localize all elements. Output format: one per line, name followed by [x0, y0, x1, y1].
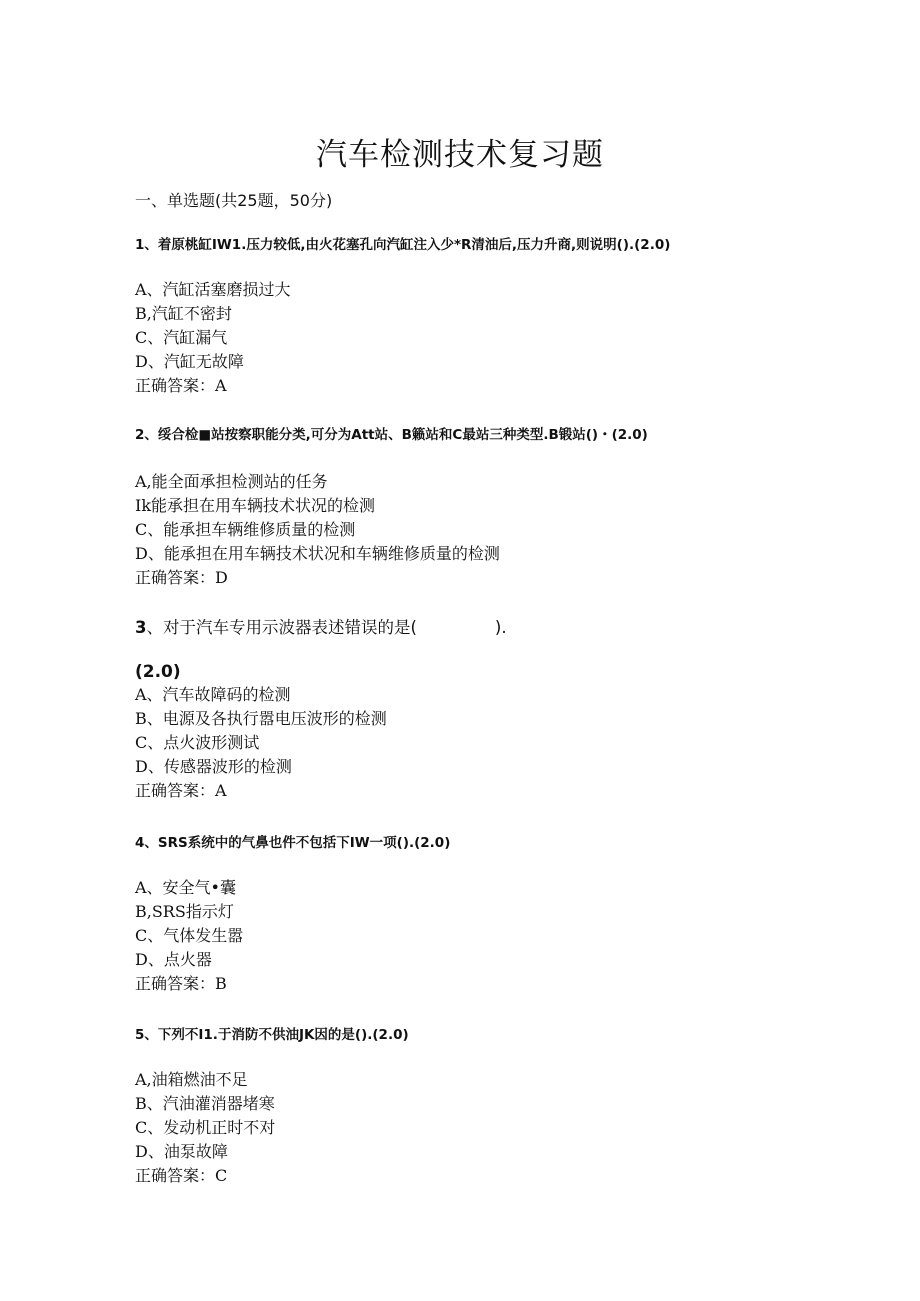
option-a: A、汽缸活塞磨损过大: [135, 280, 291, 299]
question-stem: [135, 618, 835, 638]
option-c: C、汽缸漏气: [135, 328, 228, 347]
option-a: A、安全气•囊: [135, 878, 236, 897]
page-title: 汽车检测技术复习题: [316, 136, 604, 173]
question-stem-text: 、对于汽车专用示波器表述错误的是(: [146, 618, 417, 637]
option-b: B,汽缸不密封: [135, 304, 232, 323]
option-a: A,油箱燃油不足: [135, 1070, 248, 1089]
options-list: [135, 876, 835, 972]
option-c: C、点火波形测试: [135, 733, 260, 752]
option-b: B,SRS指示灯: [135, 902, 234, 921]
question-3: [135, 618, 835, 803]
option-a: A、汽车故障码的检测: [135, 685, 291, 704]
option-d: D、点火器: [135, 950, 212, 969]
correct-answer: 正确答案：A: [135, 781, 227, 800]
correct-answer: 正确答案：C: [135, 1166, 228, 1185]
options-list: [135, 683, 835, 779]
question-4: [135, 833, 835, 996]
option-d: D、汽缸无故障: [135, 352, 244, 371]
option-c: C、发动机正时不对: [135, 1118, 276, 1137]
options-list: [135, 278, 835, 374]
question-score: (2.0): [135, 662, 181, 682]
correct-answer: 正确答案：D: [135, 568, 228, 587]
options-list: [135, 470, 835, 566]
question-5: [135, 1025, 835, 1188]
question-stem-end: ).: [494, 618, 507, 637]
option-c: C、气体发生嚣: [135, 926, 244, 945]
option-d: D、能承担在用车辆技术状况和车辆维修质量的检测: [135, 544, 500, 563]
correct-answer: 正确答案：B: [135, 974, 227, 993]
option-b: B、汽油灌消器堵寒: [135, 1094, 275, 1113]
question-stem: 1、着原桃缸IW1.压力较低,由火花塞孔向汽缸注入少*R清油后,压力升商,则说明().(2.0): [135, 237, 671, 253]
option-a: A,能全面承担检测站的任务: [135, 472, 328, 491]
option-b: B、电源及各执行嚣电压波形的检测: [135, 709, 387, 728]
question-stem: 4、SRS系统中的气鼻也件不包括下IW一项().(2.0): [135, 835, 451, 851]
option-d: D、油泵故障: [135, 1142, 228, 1161]
option-b: Ik能承担在用车辆技术状况的检测: [135, 496, 376, 515]
options-list: [135, 1068, 835, 1164]
question-stem: 2、绥合检■站按察职能分类,可分为Att站、B籁站和C最站三种类型.B锻站()・(2.0): [135, 427, 648, 443]
question-stem: 5、下列不I1.于消防不供油JK因的是().(2.0): [135, 1027, 409, 1043]
option-d: D、传感器波形的检测: [135, 757, 292, 776]
section-heading: 一、单选题(共25题，50分): [135, 191, 333, 210]
question-1: [135, 235, 835, 398]
option-c: C、能承担车辆维修质量的检测: [135, 520, 356, 539]
correct-answer: 正确答案：A: [135, 376, 227, 395]
question-2: [135, 425, 835, 590]
question-number: 3: [135, 618, 147, 637]
